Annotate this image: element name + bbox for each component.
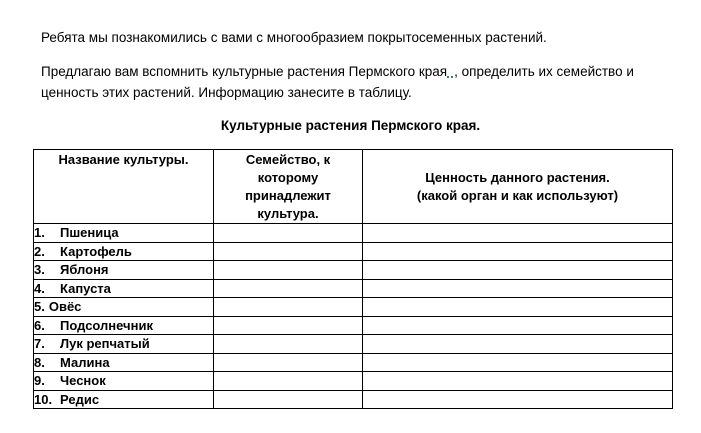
crop-cell [34, 261, 214, 280]
task-text-part2: , определить их семейство и [454, 64, 634, 79]
row-number: 4. [34, 280, 45, 296]
header-value-line: Ценность данного растения. [425, 170, 610, 185]
family-cell[interactable] [214, 224, 363, 243]
crop-cell [34, 224, 214, 243]
crop-name: Картофель [60, 243, 132, 259]
table-row [34, 298, 673, 317]
task-text-part1: Предлагаю вам вспомнить культурные растения Пермского края [41, 64, 448, 79]
row-number: 7. [34, 336, 45, 352]
crop-name: Чеснок [60, 373, 106, 389]
task-text [41, 61, 634, 103]
crop-cell [34, 390, 214, 409]
crop-cell [34, 335, 214, 354]
family-cell[interactable] [214, 316, 363, 335]
header-family-line: культура. [257, 206, 319, 221]
crop-name: Лук репчатый [60, 336, 150, 352]
table-row [34, 372, 673, 391]
value-cell[interactable] [363, 316, 673, 335]
table-row [34, 353, 673, 372]
family-cell[interactable] [214, 353, 363, 372]
crop-cell [34, 316, 214, 335]
task-text-line2: ценность этих растений. Информацию занесите в таблицу. [41, 85, 412, 100]
crop-cell [34, 242, 214, 261]
table-row [34, 335, 673, 354]
value-cell[interactable] [363, 261, 673, 280]
crop-name: Редис [60, 391, 100, 407]
row-number: 3. [34, 262, 45, 278]
row-number: 10. [34, 391, 53, 407]
header-value-line: (какой орган и как используют) [416, 188, 619, 203]
crops-table [33, 149, 673, 409]
value-cell[interactable] [363, 335, 673, 354]
crop-name: Малина [60, 354, 110, 370]
crop-name: Пшеница [60, 225, 119, 241]
table-row [34, 261, 673, 280]
table-row [34, 242, 673, 261]
family-cell[interactable] [214, 261, 363, 280]
table-header-row [34, 150, 673, 224]
crop-cell [34, 298, 214, 317]
table-row [34, 279, 673, 298]
header-family-line: Семейство, к [245, 152, 331, 167]
table-row [34, 316, 673, 335]
family-cell[interactable] [214, 279, 363, 298]
table-title: Культурные растения Пермского края. [220, 118, 481, 133]
family-cell[interactable] [214, 372, 363, 391]
table-row [34, 224, 673, 243]
value-cell[interactable] [363, 390, 673, 409]
value-cell[interactable] [363, 353, 673, 372]
crop-name: Подсолнечник [60, 317, 153, 333]
row-number: 5. [34, 299, 45, 315]
crop-cell [34, 353, 214, 372]
family-cell[interactable] [214, 390, 363, 409]
row-number: 9. [34, 373, 45, 389]
row-number: 2. [34, 243, 45, 259]
header-family [214, 150, 363, 224]
family-cell[interactable] [214, 242, 363, 261]
value-cell[interactable] [363, 372, 673, 391]
crop-cell [34, 279, 214, 298]
header-family-line: которому [257, 170, 319, 185]
value-cell[interactable] [363, 279, 673, 298]
crop-cell [34, 372, 214, 391]
crop-name: Овёс [48, 299, 82, 315]
header-crop-name: Название культуры. [34, 150, 214, 224]
intro-text: Ребята мы познакомились с вами с многообразием покрытосеменных растений. [41, 30, 547, 45]
value-cell[interactable] [363, 224, 673, 243]
row-number: 8. [34, 354, 45, 370]
value-cell[interactable] [363, 298, 673, 317]
row-number: 1. [34, 225, 45, 241]
spellcheck-mark [447, 72, 453, 78]
header-value [363, 150, 673, 224]
crop-name: Капуста [60, 280, 111, 296]
family-cell[interactable] [214, 335, 363, 354]
crop-name: Яблоня [60, 262, 109, 278]
table-row [34, 390, 673, 409]
row-number: 6. [34, 317, 45, 333]
family-cell[interactable] [214, 298, 363, 317]
value-cell[interactable] [363, 242, 673, 261]
header-family-line: принадлежит [245, 188, 331, 203]
